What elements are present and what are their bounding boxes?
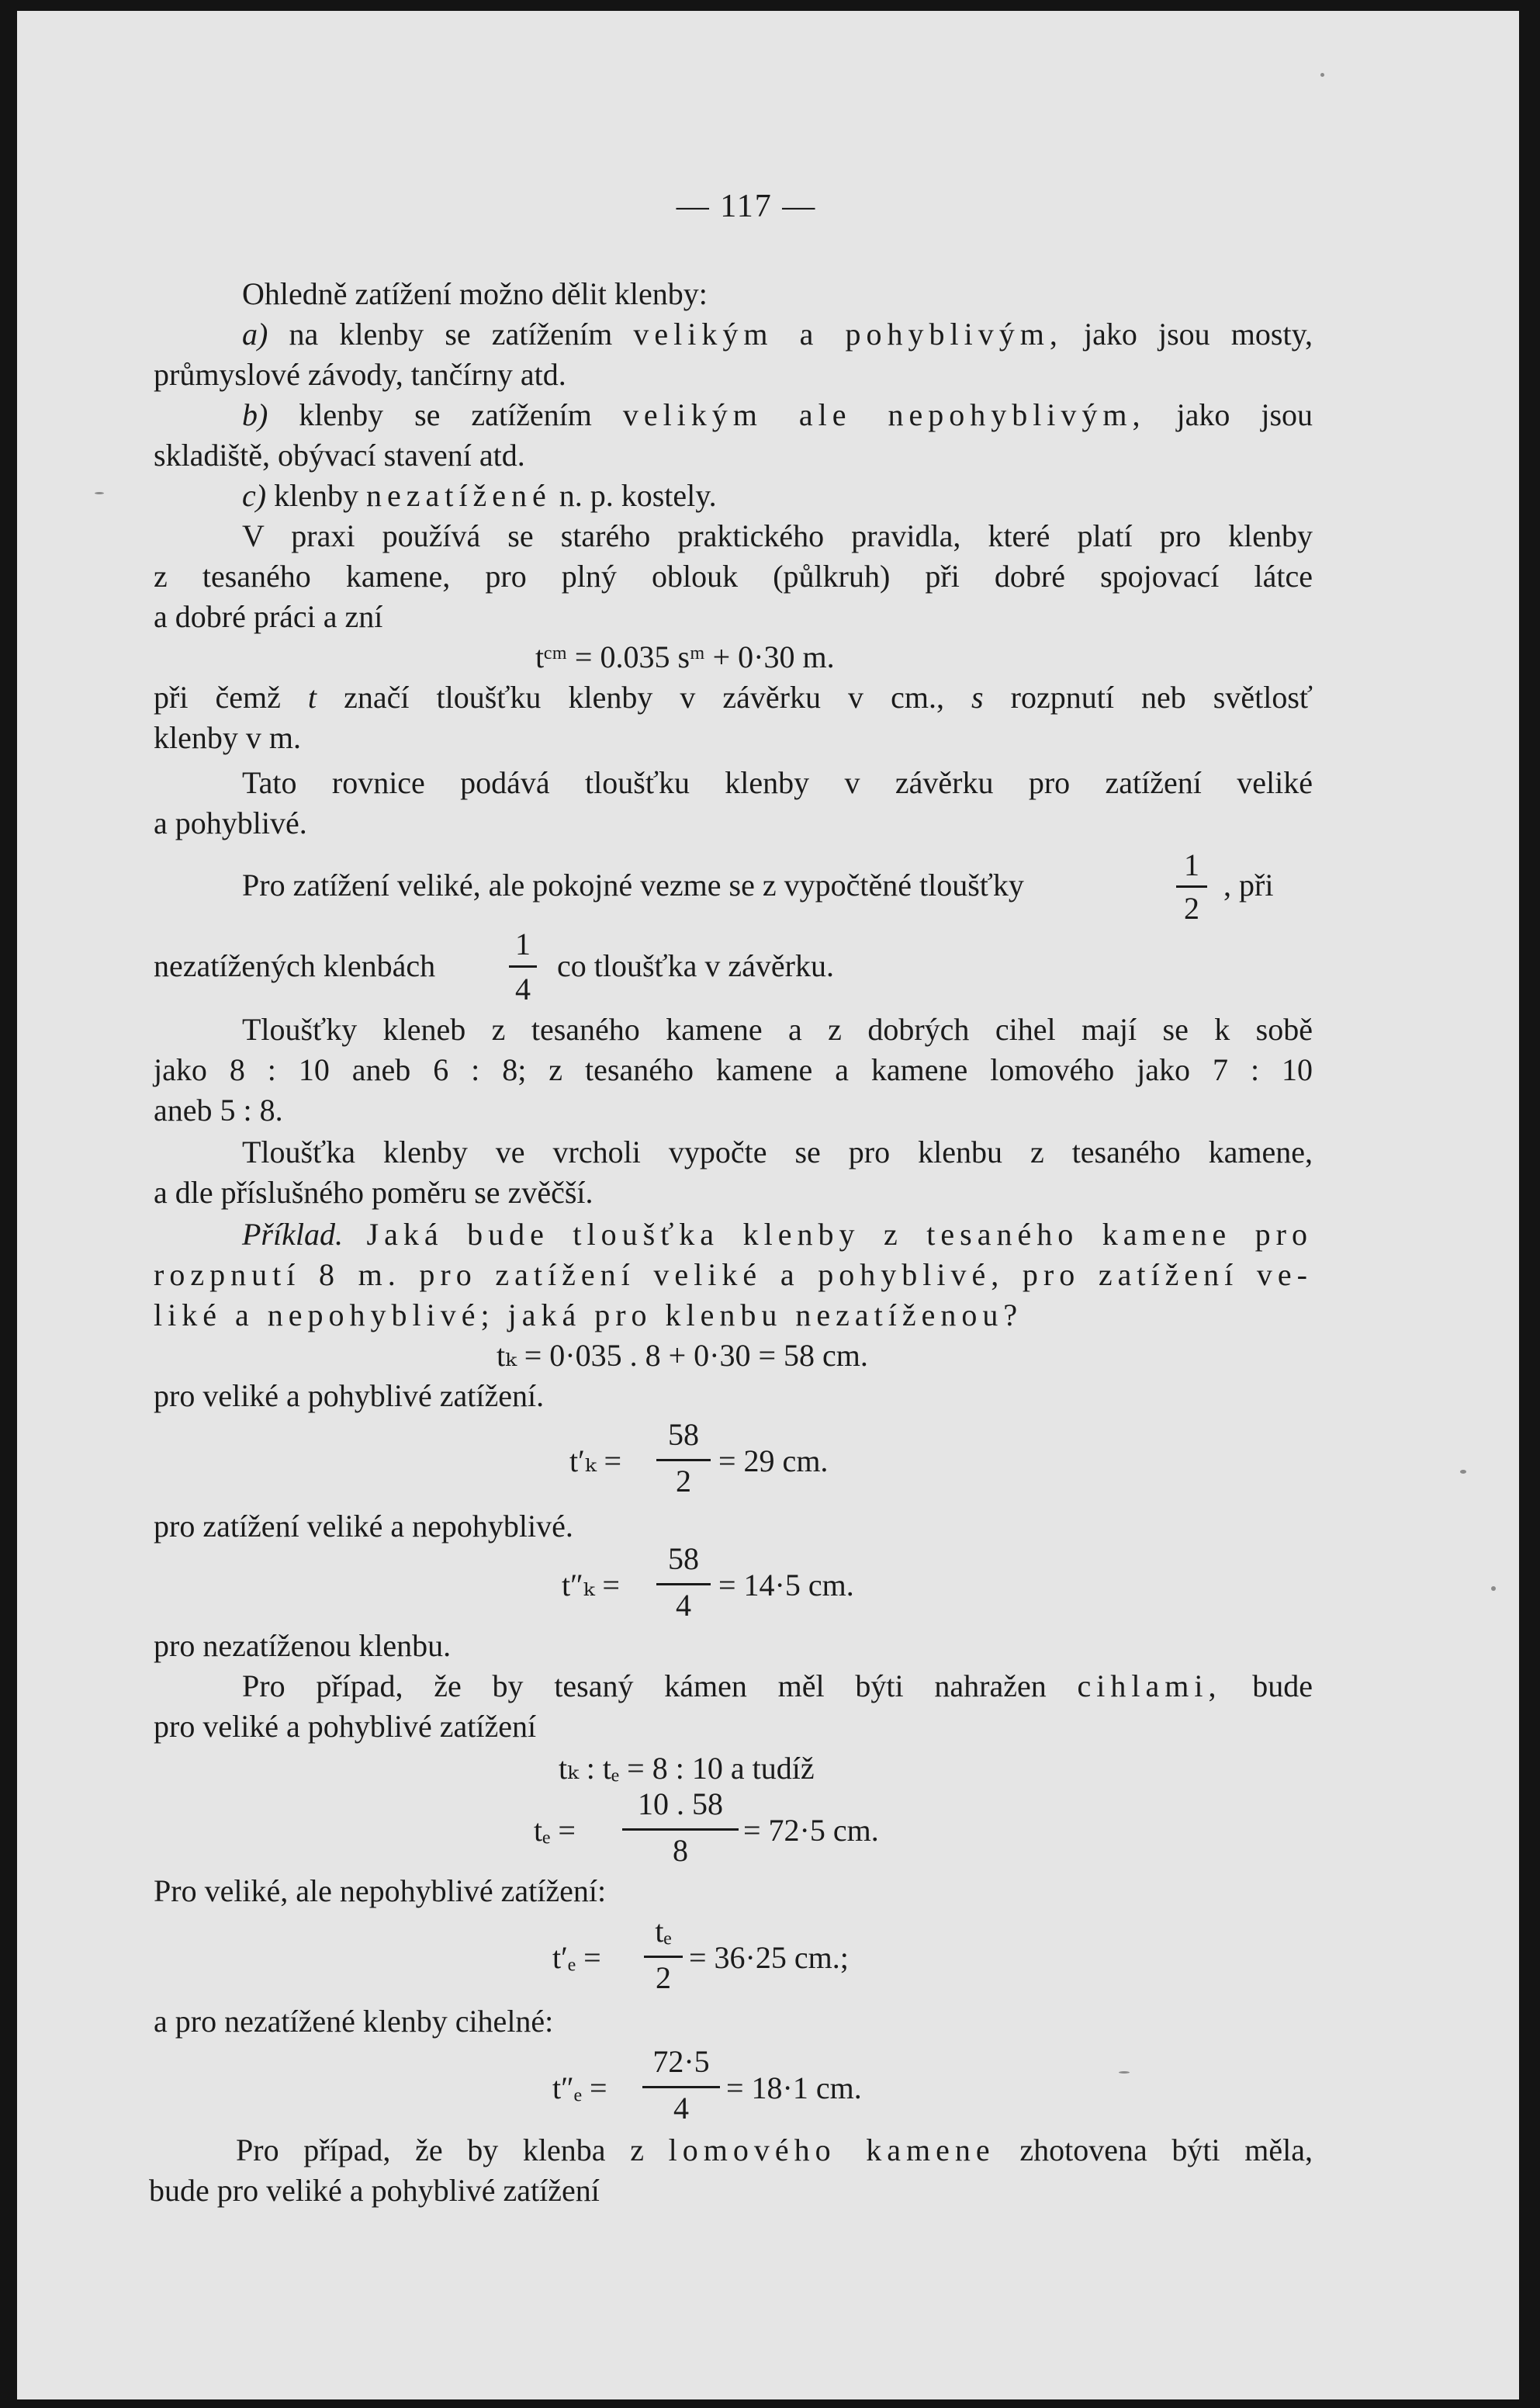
text-line: Tloušťky kleneb z tesaného kamene a z dobrých cihel mají se k sobě bbox=[242, 1012, 1313, 1047]
scan-speck bbox=[1491, 1586, 1496, 1591]
fraction-bar bbox=[642, 2086, 720, 2088]
fraction-bar bbox=[622, 1828, 739, 1831]
formula: tₖ = 0·035 . 8 + 0·30 = 58 cm. bbox=[497, 1338, 868, 1373]
formula-rhs: = 72·5 cm. bbox=[743, 1813, 879, 1848]
text-line: V praxi používá se starého praktického pravidla, které platí pro klenby bbox=[242, 518, 1313, 553]
text-line: a dle příslušného poměru se zvěčší. bbox=[154, 1175, 594, 1210]
text-line: aneb 5 : 8. bbox=[154, 1093, 283, 1128]
fraction-denominator: 4 bbox=[676, 1588, 691, 1623]
scan-speck bbox=[1119, 2071, 1130, 2074]
text-line: rozpnutí 8 m. pro zatížení veliké a pohyblivé, pro zatížení ve- bbox=[154, 1257, 1313, 1292]
formula-lhs: t′ₖ = bbox=[569, 1443, 622, 1478]
text-line: Tato rovnice podává tloušťku klenby v závěrku pro zatížení veliké bbox=[242, 765, 1313, 800]
fraction-numerator: 58 bbox=[668, 1541, 699, 1576]
text-line: a pohyblivé. bbox=[154, 806, 307, 840]
text-line: Příklad. Jaká bude tloušťka klenby z tesaného kamene pro bbox=[242, 1217, 1313, 1252]
book-page bbox=[17, 11, 1519, 2399]
fraction-numerator: 1 bbox=[515, 927, 531, 961]
formula-lhs: t′ₑ = bbox=[552, 1940, 601, 1975]
text-line: průmyslové závody, tančírny atd. bbox=[154, 357, 566, 392]
scan-speck bbox=[1320, 73, 1324, 77]
text-line: Tloušťka klenby ve vrcholi vypočte se pro klenbu z tesaného kamene, bbox=[242, 1135, 1313, 1169]
fraction-bar bbox=[509, 965, 537, 968]
formula: tᶜᵐ = 0.035 sᵐ + 0·30 m. bbox=[535, 639, 835, 674]
fraction-denominator: 2 bbox=[1184, 891, 1199, 926]
fraction-numerator: 58 bbox=[668, 1417, 699, 1452]
text-line: Pro veliké, ale nepohyblivé zatížení: bbox=[154, 1873, 607, 1908]
fraction-bar bbox=[656, 1583, 711, 1585]
formula-lhs: t″ₖ = bbox=[562, 1568, 620, 1602]
text-line: pro veliké a pohyblivé zatížení. bbox=[154, 1378, 545, 1413]
text-line: c) klenby nezatížené n. p. kostely. bbox=[242, 478, 717, 513]
text-line: , při bbox=[1223, 868, 1274, 903]
formula: tₖ : tₑ = 8 : 10 a tudíž bbox=[559, 1751, 815, 1786]
text-line: při čemž t značí tloušťku klenby v závěrku v cm., s rozpnutí neb světlosť bbox=[154, 680, 1313, 715]
formula-rhs: = 18·1 cm. bbox=[726, 2070, 862, 2105]
text-line: co tloušťka v závěrku. bbox=[557, 948, 834, 983]
text-line: a pro nezatížené klenby cihelné: bbox=[154, 2004, 554, 2039]
scan-speck bbox=[1460, 1470, 1466, 1474]
fraction-numerator: 10 . 58 bbox=[638, 1786, 723, 1821]
fraction-numerator: 1 bbox=[1184, 847, 1199, 882]
text-line: pro zatížení veliké a nepohyblivé. bbox=[154, 1509, 573, 1544]
text-line: a dobré práci a zní bbox=[154, 599, 383, 634]
text-line: klenby v m. bbox=[154, 720, 301, 755]
formula-rhs: = 14·5 cm. bbox=[718, 1568, 854, 1602]
fraction-denominator: 4 bbox=[673, 2091, 689, 2126]
fraction-bar bbox=[1176, 885, 1207, 888]
text-line: a) na klenby se zatížením velikým a pohyblivým, jako jsou mosty, bbox=[242, 317, 1313, 352]
scan-speck bbox=[95, 492, 104, 494]
fraction-bar bbox=[644, 1956, 683, 1958]
fraction-denominator: 2 bbox=[676, 1464, 691, 1499]
fraction-numerator: tₑ bbox=[655, 1914, 672, 1949]
fraction-denominator: 2 bbox=[656, 1960, 671, 1995]
formula-lhs: t″ₑ = bbox=[552, 2070, 607, 2105]
text-line: b) klenby se zatížením velikým ale nepohyblivým, jako jsou bbox=[242, 397, 1313, 432]
formula-lhs: tₑ = bbox=[534, 1813, 576, 1848]
text-line: jako 8 : 10 aneb 6 : 8; z tesaného kamene a kamene lomového jako 7 : 10 bbox=[154, 1052, 1313, 1087]
fraction-denominator: 4 bbox=[515, 972, 531, 1007]
text-line: z tesaného kamene, pro plný oblouk (půlkruh) při dobré spojovací látce bbox=[154, 559, 1313, 594]
text-line: liké a nepohyblivé; jaká pro klenbu nezatíženou? bbox=[154, 1298, 1023, 1332]
text-line: Pro případ, že by tesaný kámen měl býti nahražen cihlami, bude bbox=[242, 1668, 1313, 1703]
fraction-denominator: 8 bbox=[673, 1833, 688, 1868]
text-line: pro nezatíženou klenbu. bbox=[154, 1628, 452, 1663]
text-line: nezatížených klenbách bbox=[154, 948, 436, 983]
formula-rhs: = 29 cm. bbox=[718, 1443, 829, 1478]
text-line: Ohledně zatížení možno dělit klenby: bbox=[242, 276, 708, 311]
text-line: skladiště, obývací stavení atd. bbox=[154, 438, 525, 473]
fraction-bar bbox=[656, 1459, 711, 1461]
text-line: Pro zatížení veliké, ale pokojné vezme se z vypočtěné tloušťky bbox=[242, 868, 1024, 903]
text-line: pro veliké a pohyblivé zatížení bbox=[154, 1709, 537, 1744]
page-number: — 117 — bbox=[676, 189, 817, 224]
formula-rhs: = 36·25 cm.; bbox=[689, 1940, 849, 1975]
fraction-numerator: 72·5 bbox=[652, 2044, 710, 2079]
text-line: Pro případ, že by klenba z lomového kamene zhotovena býti měla, bbox=[236, 2133, 1313, 2167]
text-line: bude pro veliké a pohyblivé zatížení bbox=[149, 2173, 600, 2208]
